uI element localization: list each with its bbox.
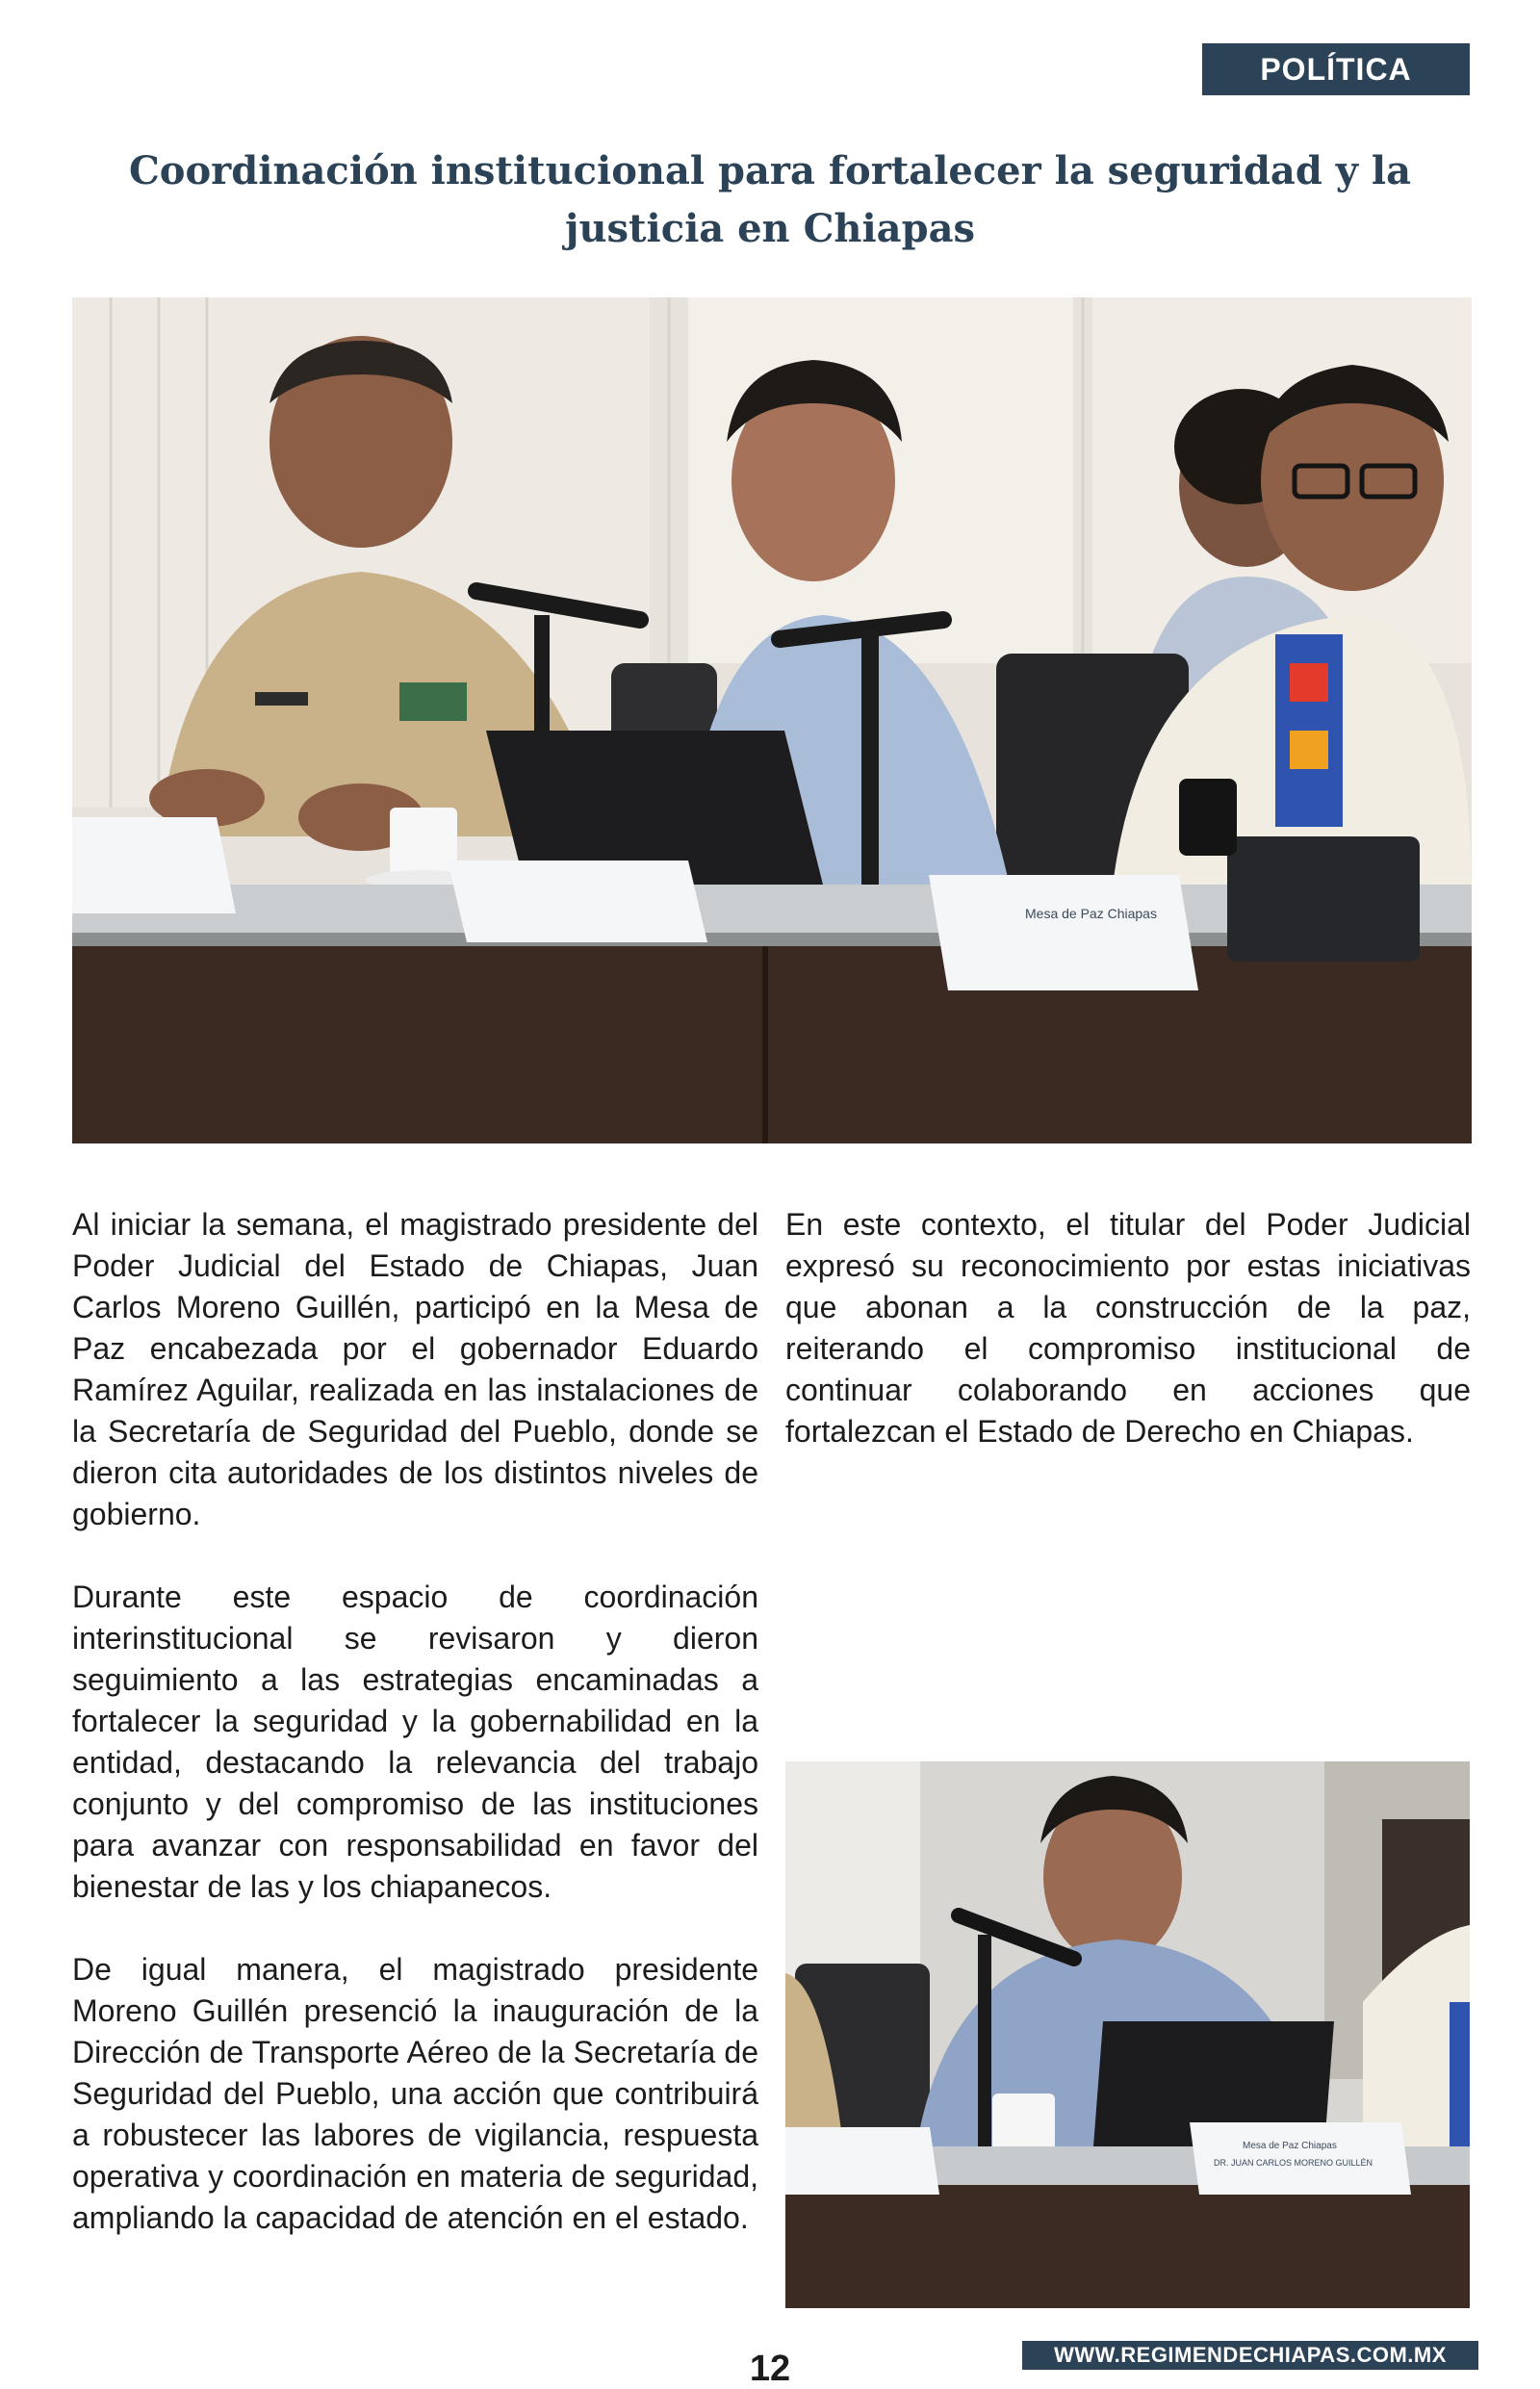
second-nameplate-text: Mesa de Paz Chiapas xyxy=(1243,2141,1337,2151)
article-column-left xyxy=(72,1204,758,2280)
article-paragraph: De igual manera, el magistrado presidente Moreno Guillén presenció la inauguración de la Dirección de Transporte Aéreo de la Secretaría de Seguridad del Pueblo, una acción que contribuirá a robustecer las labores de vigilancia, respuesta operativa y coordinación en materia de seguridad, ampliando la capacidad de atención en el estado. xyxy=(72,1952,758,2235)
second-photo xyxy=(785,1761,1470,2308)
article-paragraph: Durante este espacio de coordinación interinstitucional se revisaron y dieron seguimiento a las estrategias encaminadas a fortalecer la seguridad y la gobernabilidad en la entidad, destacando la relevancia del trabajo conjunto y del compromiso de las instituciones para avanzar con responsabilidad en favor del bienestar de las y los chiapanecos. xyxy=(72,1580,758,1904)
article-paragraph: En este contexto, el titular del Poder Judicial expresó su reconocimiento por estas iniciativas que abonan a la construcción de la paz, reiterando el compromiso institucional de continuar colaborando en acciones que fortalezcan el Estado de Derecho en Chiapas. xyxy=(785,1207,1471,1449)
section-tag-label: POLÍTICA xyxy=(1260,51,1412,87)
article-paragraph: Al iniciar la semana, el magistrado presidente del Poder Judicial del Estado de Chiapas, Juan Carlos Moreno Guillén, participó en la Mesa de Paz encabezada por el gobernador Eduardo Ramírez Aguilar, realizada en las instalaciones de la Secretaría de Seguridad del Pueblo, donde se dieron cita autoridades de los distintos niveles de gobierno. xyxy=(72,1207,758,1531)
main-photo xyxy=(72,297,1472,1143)
main-nameplate-text: Mesa de Paz Chiapas xyxy=(1025,906,1157,921)
article-headline: Coordinación institucional para fortalecer la seguridad y la justicia en Chiapas xyxy=(128,148,1412,251)
article-column-right xyxy=(785,1204,1471,1494)
website-link[interactable]: WWW.REGIMENDECHIAPAS.COM.MX xyxy=(1054,2343,1447,2367)
section-tag xyxy=(1202,43,1470,95)
page-number: 12 xyxy=(749,2349,791,2389)
website-bar[interactable] xyxy=(1022,2341,1478,2370)
second-nameplate-name: DR. JUAN CARLOS MORENO GUILLÉN xyxy=(1214,2158,1373,2168)
